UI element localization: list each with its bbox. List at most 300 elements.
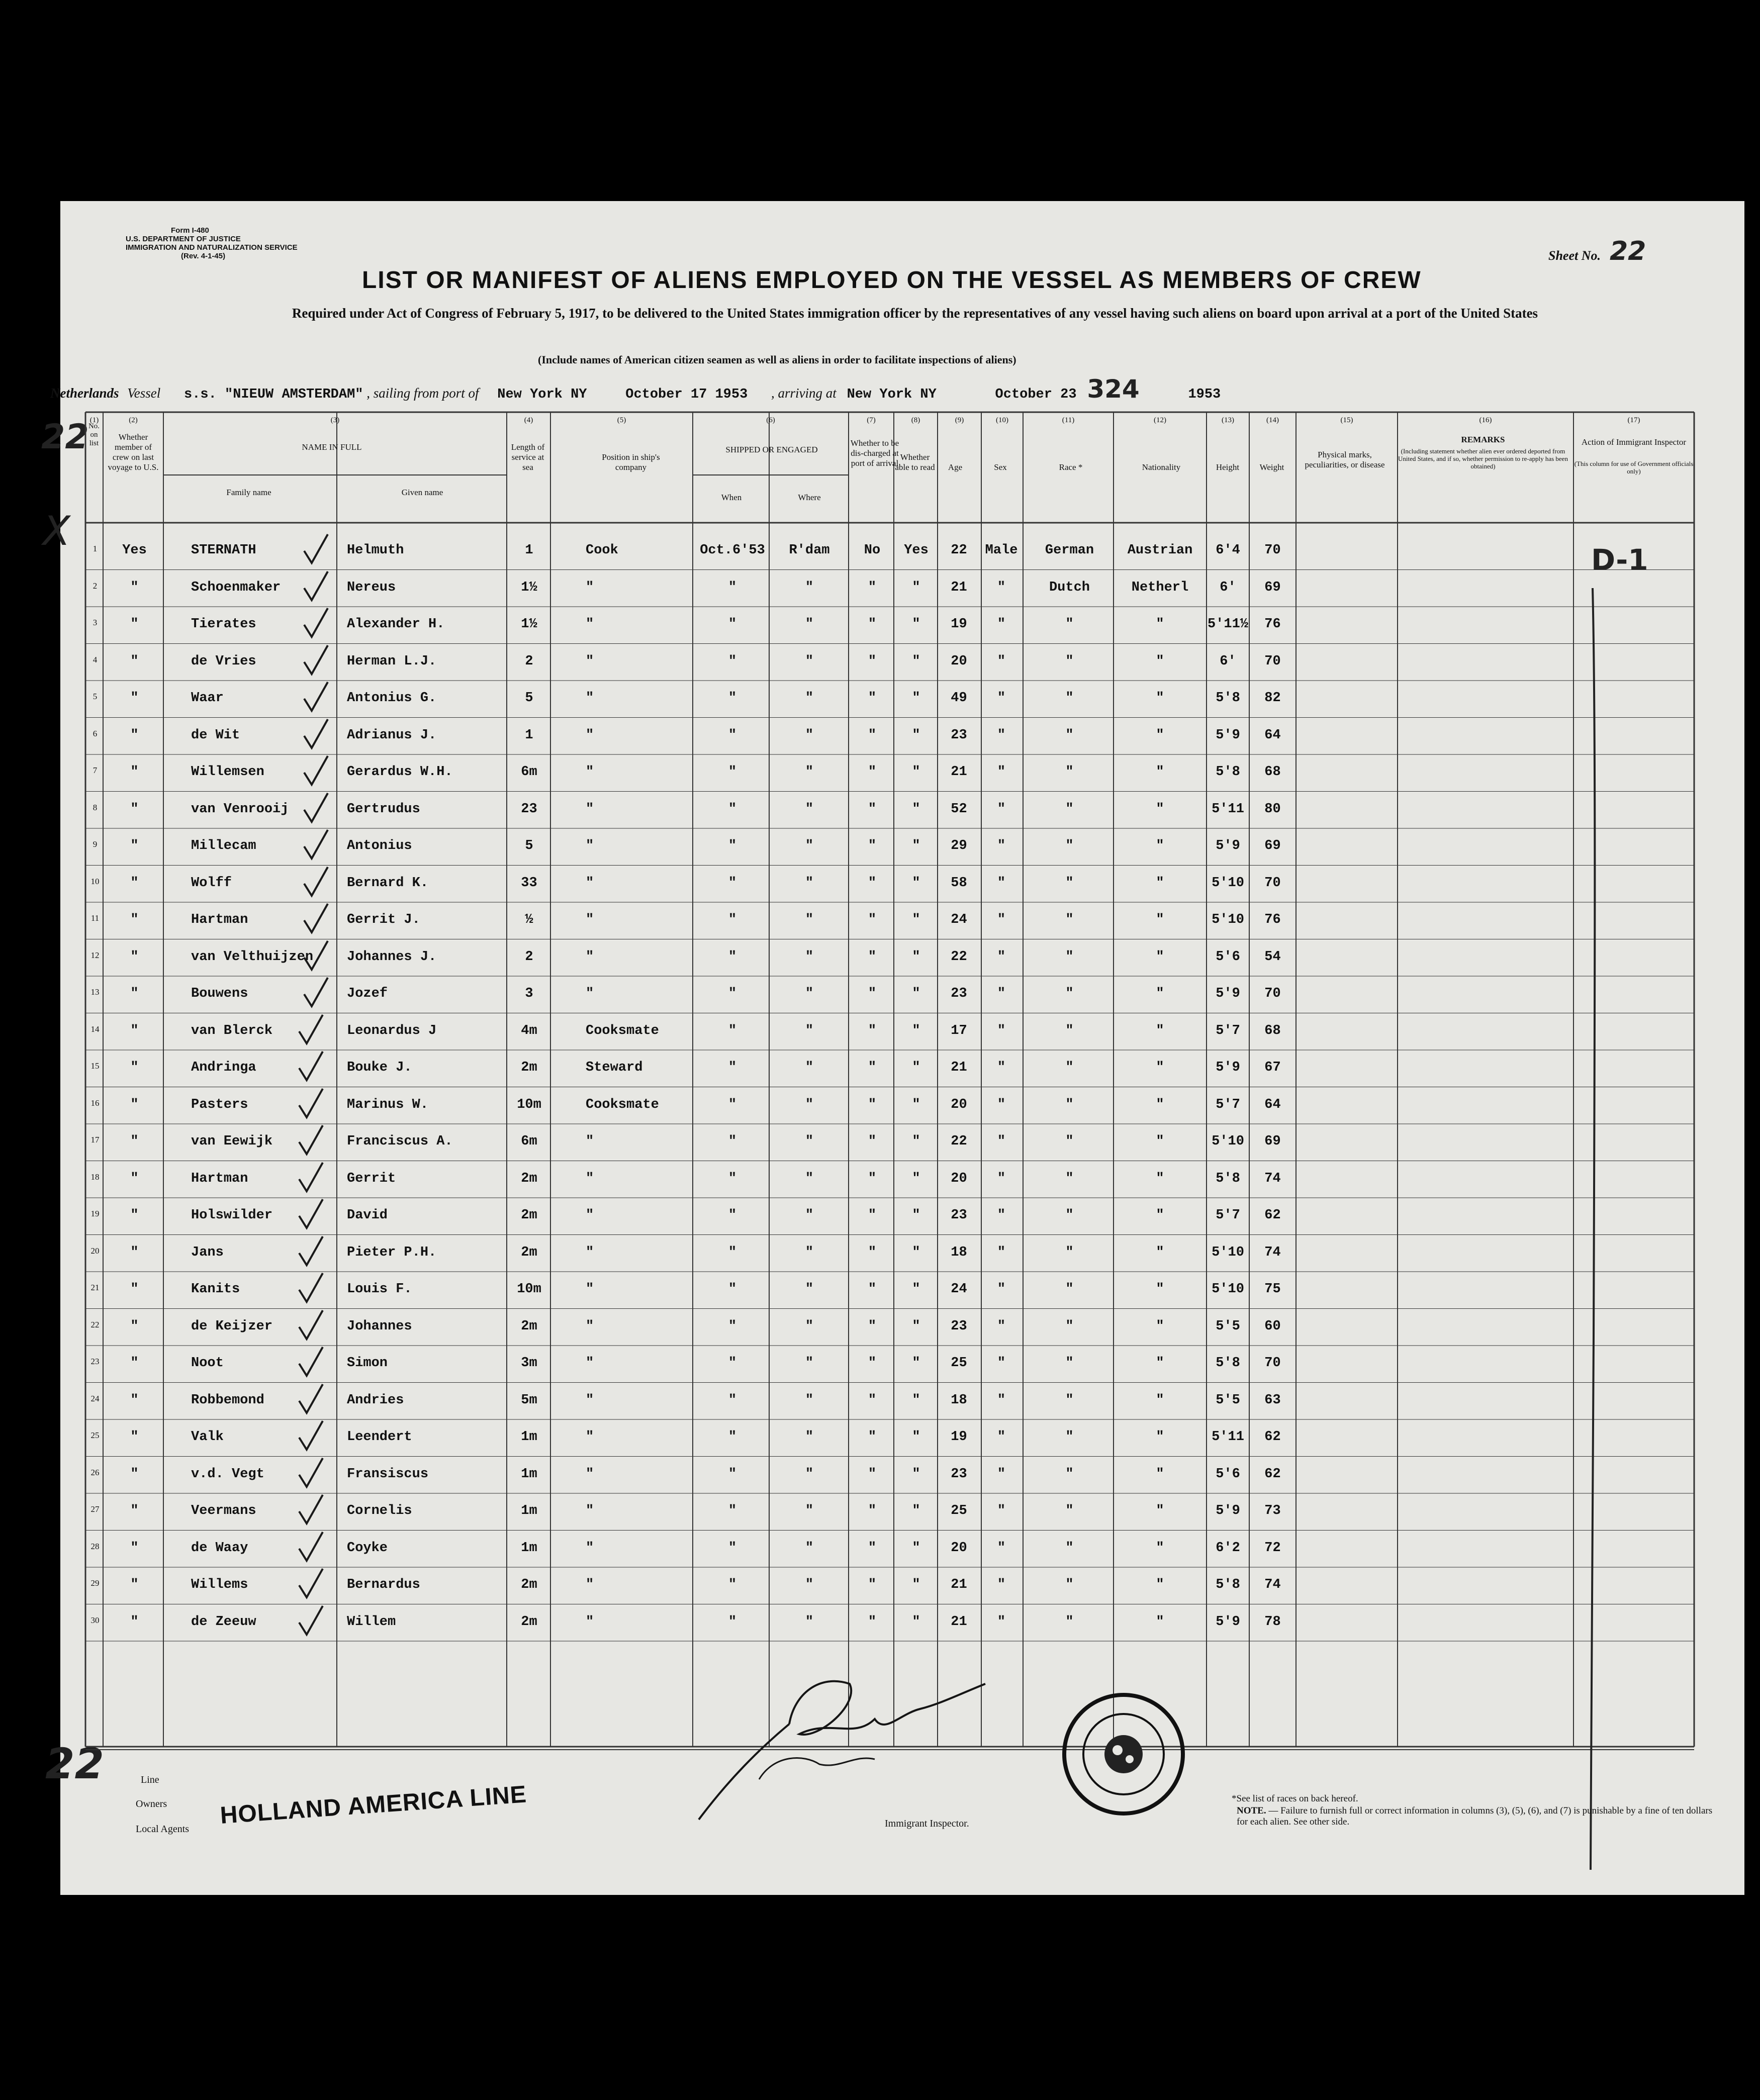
age-cell: 19	[951, 617, 967, 632]
position-cell: "	[586, 1171, 594, 1186]
race-cell: "	[1065, 1466, 1074, 1482]
length-cell: 2m	[521, 1060, 537, 1075]
nationality-cell: "	[1156, 1318, 1164, 1334]
race-cell: "	[1065, 986, 1074, 1001]
age-cell: 19	[951, 1429, 967, 1445]
given-name-cell: Andries	[347, 1392, 404, 1408]
position-cell: Steward	[586, 1060, 643, 1075]
column-number: (10)	[996, 416, 1008, 424]
length-cell: 5m	[521, 1392, 537, 1408]
crew-last-cell: "	[130, 765, 139, 780]
note-label: NOTE.	[1237, 1805, 1266, 1816]
crew-last-cell: "	[130, 801, 139, 817]
race-cell: "	[1065, 1503, 1074, 1518]
position-cell: "	[586, 580, 594, 595]
arrival-year: 1953	[1188, 387, 1221, 402]
column-number: (1)	[89, 416, 99, 424]
where-cell: "	[805, 1614, 814, 1630]
where-cell: "	[805, 1282, 814, 1297]
weight-cell: 63	[1264, 1392, 1281, 1408]
sheet-number: 22	[1610, 236, 1646, 266]
row-number-cell: 2	[92, 581, 98, 591]
when-cell: "	[728, 912, 737, 927]
sex-cell: "	[997, 1540, 1006, 1556]
family-name-cell: Holswilder	[191, 1208, 273, 1223]
when-cell: "	[728, 838, 737, 853]
sex-cell: "	[997, 580, 1006, 595]
position-cell: "	[586, 1577, 594, 1592]
check-mark-icon	[297, 1492, 327, 1528]
position-cell: "	[586, 727, 594, 743]
crew-last-cell: "	[130, 1134, 139, 1149]
where-cell: "	[805, 1060, 814, 1075]
age-cell: 23	[951, 1208, 967, 1223]
race-cell: "	[1065, 653, 1074, 669]
weight-cell: 75	[1264, 1282, 1281, 1297]
discharged-cell: "	[868, 1356, 877, 1371]
position-cell: "	[586, 1134, 594, 1149]
position-cell: "	[586, 691, 594, 706]
check-mark-icon	[297, 1197, 327, 1232]
position-cell: Cooksmate	[586, 1023, 659, 1038]
discharged-cell: "	[868, 653, 877, 669]
crew-last-cell: "	[130, 1060, 139, 1075]
discharged-cell: "	[868, 1429, 877, 1445]
where-cell: R'dam	[789, 543, 830, 558]
height-cell: 5'8	[1216, 1356, 1240, 1371]
row-number-cell: 15	[90, 1061, 100, 1071]
when-cell: "	[728, 949, 737, 965]
row-number-cell: 21	[90, 1283, 100, 1292]
sex-cell: "	[997, 1208, 1006, 1223]
position-cell: "	[586, 1318, 594, 1334]
check-mark-icon	[302, 680, 332, 715]
family-name-cell: de Wit	[191, 727, 240, 743]
weight-cell: 69	[1264, 838, 1281, 853]
header-name-in-full: NAME IN FULL	[302, 442, 362, 452]
age-cell: 20	[951, 1540, 967, 1556]
age-cell: 23	[951, 727, 967, 743]
crew-last-cell: "	[130, 1577, 139, 1592]
length-cell: 1m	[521, 1503, 537, 1518]
check-mark-icon	[297, 1086, 327, 1121]
when-cell: "	[728, 1060, 737, 1075]
row-number-cell: 17	[90, 1135, 100, 1144]
race-cell: "	[1065, 875, 1074, 891]
header-crew-last: Whether member of crew on last voyage to U.S.	[108, 432, 159, 472]
check-mark-icon	[302, 717, 332, 752]
sex-cell: "	[997, 653, 1006, 669]
sex-cell: "	[997, 801, 1006, 817]
check-mark-icon	[297, 1308, 327, 1343]
where-cell: "	[805, 1577, 814, 1592]
when-cell: "	[728, 875, 737, 891]
when-cell: "	[728, 1134, 737, 1149]
when-cell: "	[728, 1614, 737, 1630]
family-name-cell: Valk	[191, 1429, 224, 1445]
read-cell: "	[912, 1392, 920, 1408]
header-given-name: Given name	[401, 488, 443, 497]
race-cell: "	[1065, 1245, 1074, 1260]
position-cell: Cooksmate	[586, 1097, 659, 1112]
position-cell: "	[586, 1208, 594, 1223]
length-cell: 5	[525, 691, 533, 706]
given-name-cell: Gertrudus	[347, 801, 420, 817]
height-cell: 5'11½	[1207, 617, 1248, 632]
row-number-cell: 26	[90, 1467, 100, 1477]
crew-last-cell: "	[130, 727, 139, 743]
crew-last-cell: "	[130, 1245, 139, 1260]
family-name-cell: STERNATH	[191, 543, 256, 558]
when-cell: "	[728, 1577, 737, 1592]
discharged-cell: "	[868, 1171, 877, 1186]
weight-cell: 62	[1264, 1429, 1281, 1445]
read-cell: "	[912, 801, 920, 817]
nationality-cell: "	[1156, 1023, 1164, 1038]
inspector-mark: D-1	[1591, 543, 1648, 577]
row-number-cell: 29	[90, 1578, 100, 1588]
check-mark-icon	[297, 1345, 327, 1380]
position-cell: "	[586, 765, 594, 780]
age-cell: 21	[951, 1577, 967, 1592]
nationality-cell: "	[1156, 1097, 1164, 1112]
form-number: Form I-480	[171, 226, 209, 235]
height-cell: 6'	[1220, 580, 1236, 595]
footer-agents-label: Local Agents	[136, 1824, 190, 1835]
weight-cell: 60	[1264, 1318, 1281, 1334]
row-number-cell: 28	[90, 1541, 100, 1551]
race-cell: "	[1065, 1208, 1074, 1223]
read-cell: "	[912, 949, 920, 965]
check-mark-icon	[297, 1049, 327, 1084]
race-cell: "	[1065, 1171, 1074, 1186]
family-name-cell: Willemsen	[191, 765, 264, 780]
header-family-name: Family name	[226, 488, 271, 497]
weight-cell: 70	[1264, 986, 1281, 1001]
sex-cell: "	[997, 1282, 1006, 1297]
row-number-cell: 13	[90, 987, 100, 997]
crew-last-cell: "	[130, 691, 139, 706]
races-note: *See list of races on back hereof.	[1232, 1793, 1358, 1804]
sex-cell: "	[997, 691, 1006, 706]
weight-cell: 73	[1264, 1503, 1281, 1518]
nationality-cell: "	[1156, 875, 1164, 891]
read-cell: "	[912, 653, 920, 669]
age-cell: 21	[951, 765, 967, 780]
age-cell: 17	[951, 1023, 967, 1038]
family-name-cell: van Velthuijzen	[191, 949, 314, 965]
family-name-cell: Pasters	[191, 1097, 248, 1112]
check-mark-icon	[302, 569, 332, 604]
check-mark-icon	[302, 901, 332, 936]
header-weight: Weight	[1259, 462, 1284, 472]
check-mark-icon	[302, 975, 332, 1010]
height-cell: 5'10	[1212, 1245, 1244, 1260]
sex-cell: "	[997, 1318, 1006, 1334]
where-cell: "	[805, 691, 814, 706]
family-name-cell: Willems	[191, 1577, 248, 1592]
position-cell: "	[586, 801, 594, 817]
position-cell: "	[586, 1282, 594, 1297]
length-cell: 33	[521, 875, 537, 891]
crew-last-cell: "	[130, 653, 139, 669]
margin-mark-top: 22	[41, 417, 89, 457]
header-when: When	[721, 493, 742, 502]
row-number-cell: 6	[92, 728, 98, 738]
column-number: (12)	[1154, 416, 1166, 424]
where-cell: "	[805, 875, 814, 891]
read-cell: "	[912, 1466, 920, 1482]
length-cell: 4m	[521, 1023, 537, 1038]
age-cell: 20	[951, 653, 967, 669]
header-action-sub: (This column for use of Government officials only)	[1574, 460, 1694, 475]
length-cell: 2m	[521, 1245, 537, 1260]
column-number: (2)	[129, 416, 138, 424]
sex-cell: "	[997, 1392, 1006, 1408]
race-cell: "	[1065, 1614, 1074, 1630]
family-name-cell: Millecam	[191, 838, 256, 853]
height-cell: 6'2	[1216, 1540, 1240, 1556]
height-cell: 5'9	[1216, 1503, 1240, 1518]
age-cell: 21	[951, 1614, 967, 1630]
discharged-cell: "	[868, 1134, 877, 1149]
given-name-cell: Bernard K.	[347, 875, 429, 891]
check-mark-icon	[302, 827, 332, 863]
header-shipped: SHIPPED OR ENGAGED	[725, 445, 818, 454]
where-cell: "	[805, 986, 814, 1001]
length-cell: 3	[525, 986, 533, 1001]
inspector-line	[1568, 583, 1619, 1940]
row-number-cell: 22	[90, 1319, 100, 1329]
race-cell: "	[1065, 1392, 1074, 1408]
length-cell: 23	[521, 801, 537, 817]
when-cell: "	[728, 1318, 737, 1334]
crew-last-cell: "	[130, 875, 139, 891]
length-cell: 1	[525, 543, 533, 558]
row-number-cell: 7	[92, 766, 98, 775]
height-cell: 5'8	[1216, 691, 1240, 706]
sex-cell: "	[997, 875, 1006, 891]
race-cell: "	[1065, 1429, 1074, 1445]
sex-cell: "	[997, 765, 1006, 780]
age-cell: 58	[951, 875, 967, 891]
height-cell: 5'9	[1216, 727, 1240, 743]
sex-cell: "	[997, 1503, 1006, 1518]
nationality-cell: "	[1156, 949, 1164, 965]
position-cell: "	[586, 912, 594, 927]
discharged-cell: "	[868, 617, 877, 632]
crew-last-cell: "	[130, 986, 139, 1001]
age-cell: 52	[951, 801, 967, 817]
given-name-cell: Gerrit J.	[347, 912, 420, 927]
nationality-cell: "	[1156, 1171, 1164, 1186]
header-discharged: Whether to be dis-charged at port of arrival	[850, 438, 899, 468]
crew-last-cell: Yes	[122, 543, 147, 558]
discharged-cell: "	[868, 1466, 877, 1482]
when-cell: "	[728, 1356, 737, 1371]
read-cell: "	[912, 727, 920, 743]
crew-last-cell: "	[130, 838, 139, 853]
where-cell: "	[805, 1318, 814, 1334]
nationality-cell: "	[1156, 1614, 1164, 1630]
row-number-cell: 23	[90, 1357, 100, 1366]
race-cell: "	[1065, 838, 1074, 853]
race-cell: "	[1065, 949, 1074, 965]
where-cell: "	[805, 1466, 814, 1482]
height-cell: 5'8	[1216, 1171, 1240, 1186]
where-cell: "	[805, 1540, 814, 1556]
header-read: Whether able to read	[895, 452, 935, 472]
length-cell: 3m	[521, 1356, 537, 1371]
given-name-cell: Jozef	[347, 986, 388, 1001]
given-name-cell: Leonardus J	[347, 1023, 437, 1038]
row-number-cell: 1	[92, 544, 98, 553]
position-cell: "	[586, 1466, 594, 1482]
length-cell: 2	[525, 949, 533, 965]
height-cell: 5'11	[1212, 1429, 1244, 1445]
read-cell: "	[912, 1208, 920, 1223]
length-cell: 2m	[521, 1208, 537, 1223]
nationality-cell: Netherl	[1131, 580, 1189, 595]
where-cell: "	[805, 838, 814, 853]
crew-last-cell: "	[130, 1466, 139, 1482]
read-cell: "	[912, 838, 920, 853]
given-name-cell: Fransiscus	[347, 1466, 429, 1482]
length-cell: 1m	[521, 1466, 537, 1482]
length-cell: 10m	[517, 1282, 541, 1297]
check-mark-icon	[302, 938, 332, 974]
family-name-cell: Hartman	[191, 1171, 248, 1186]
footer-note	[1237, 1805, 1714, 1828]
race-cell: "	[1065, 1356, 1074, 1371]
footer-inspector-label: Immigrant Inspector.	[885, 1818, 969, 1829]
read-cell: "	[912, 1245, 920, 1260]
read-cell: "	[912, 1134, 920, 1149]
height-cell: 5'7	[1216, 1097, 1240, 1112]
given-name-cell: Bouke J.	[347, 1060, 412, 1075]
row-number-cell: 25	[90, 1430, 100, 1440]
when-cell: "	[728, 1503, 737, 1518]
footer-owners-label: Owners	[136, 1798, 167, 1809]
length-cell: 6m	[521, 765, 537, 780]
when-cell: "	[728, 691, 737, 706]
check-mark-icon	[297, 1456, 327, 1491]
sex-cell: "	[997, 1577, 1006, 1592]
where-cell: "	[805, 727, 814, 743]
read-cell: "	[912, 1282, 920, 1297]
where-cell: "	[805, 653, 814, 669]
given-name-cell: Gerardus W.H.	[347, 765, 453, 780]
header-marks: Physical marks, peculiarities, or disease	[1305, 450, 1385, 469]
header-race: Race *	[1059, 462, 1083, 472]
check-mark-icon	[297, 1160, 327, 1195]
column-number: (13)	[1222, 416, 1234, 424]
sex-cell: "	[997, 727, 1006, 743]
position-cell: "	[586, 1429, 594, 1445]
header-height: Height	[1216, 462, 1240, 472]
check-mark-icon	[297, 1123, 327, 1158]
row-number-cell: 30	[90, 1615, 100, 1625]
crew-last-cell: "	[130, 1356, 139, 1371]
height-cell: 5'8	[1216, 765, 1240, 780]
family-name-cell: de Vries	[191, 653, 256, 669]
nationality-cell: Austrian	[1127, 543, 1193, 558]
given-name-cell: Gerrit	[347, 1171, 396, 1186]
discharged-cell: "	[868, 1318, 877, 1334]
header-no: No. on list	[88, 422, 100, 447]
nationality-cell: "	[1156, 1540, 1164, 1556]
column-number: (4)	[524, 416, 533, 424]
position-cell: "	[586, 1356, 594, 1371]
handwritten-number: 324	[1087, 374, 1140, 404]
page-subtitle: Required under Act of Congress of February 5, 1917, to be delivered to the United States immigration officer by the representatives of any vessel having such aliens on board upon arrival at a port of the United States	[292, 306, 1538, 321]
row-number-cell: 19	[90, 1209, 100, 1218]
height-cell: 5'8	[1216, 1577, 1240, 1592]
when-cell: "	[728, 727, 737, 743]
age-cell: 18	[951, 1245, 967, 1260]
nationality-cell: "	[1156, 1060, 1164, 1075]
discharged-cell: "	[868, 691, 877, 706]
position-cell: "	[586, 1503, 594, 1518]
footer-line-label: Line	[141, 1774, 159, 1785]
nationality-cell: "	[1156, 1282, 1164, 1297]
vessel-label: Vessel	[127, 386, 161, 401]
race-cell: "	[1065, 1023, 1074, 1038]
weight-cell: 62	[1264, 1466, 1281, 1482]
family-name-cell: Hartman	[191, 912, 248, 927]
length-cell: 1	[525, 727, 533, 743]
read-cell: "	[912, 1023, 920, 1038]
discharged-cell: "	[868, 801, 877, 817]
weight-cell: 68	[1264, 1023, 1281, 1038]
when-cell: "	[728, 1208, 737, 1223]
discharged-cell: "	[868, 1208, 877, 1223]
race-cell: "	[1065, 727, 1074, 743]
inclusion-note: (Include names of American citizen seamen as well as aliens in order to facilitate inspections of aliens)	[538, 353, 1016, 366]
column-number: (15)	[1340, 416, 1353, 424]
given-name-cell: Bernardus	[347, 1577, 420, 1592]
where-cell: "	[805, 765, 814, 780]
given-name-cell: Helmuth	[347, 543, 404, 558]
family-name-cell: Bouwens	[191, 986, 248, 1001]
length-cell: 2	[525, 653, 533, 669]
margin-mark-bottom: 22	[45, 1739, 104, 1788]
position-cell: "	[586, 875, 594, 891]
column-number: (9)	[955, 416, 964, 424]
weight-cell: 80	[1264, 801, 1281, 817]
header-position: Position in ship's company	[602, 452, 660, 472]
check-mark-icon	[302, 865, 332, 900]
given-name-cell: Willem	[347, 1614, 396, 1630]
header-sex: Sex	[994, 462, 1007, 472]
vessel-flag: Netherlands	[50, 386, 119, 401]
read-cell: "	[912, 1060, 920, 1075]
check-mark-icon	[297, 1271, 327, 1306]
length-cell: 2m	[521, 1318, 537, 1334]
row-number-cell: 4	[92, 654, 98, 664]
family-name-cell: de Zeeuw	[191, 1614, 256, 1630]
where-cell: "	[805, 580, 814, 595]
nationality-cell: "	[1156, 1466, 1164, 1482]
where-cell: "	[805, 1134, 814, 1149]
discharged-cell: "	[868, 912, 877, 927]
read-cell: "	[912, 1614, 920, 1630]
nationality-cell: "	[1156, 986, 1164, 1001]
nationality-cell: "	[1156, 765, 1164, 780]
check-mark-icon	[297, 1603, 327, 1639]
where-cell: "	[805, 1208, 814, 1223]
weight-cell: 62	[1264, 1208, 1281, 1223]
